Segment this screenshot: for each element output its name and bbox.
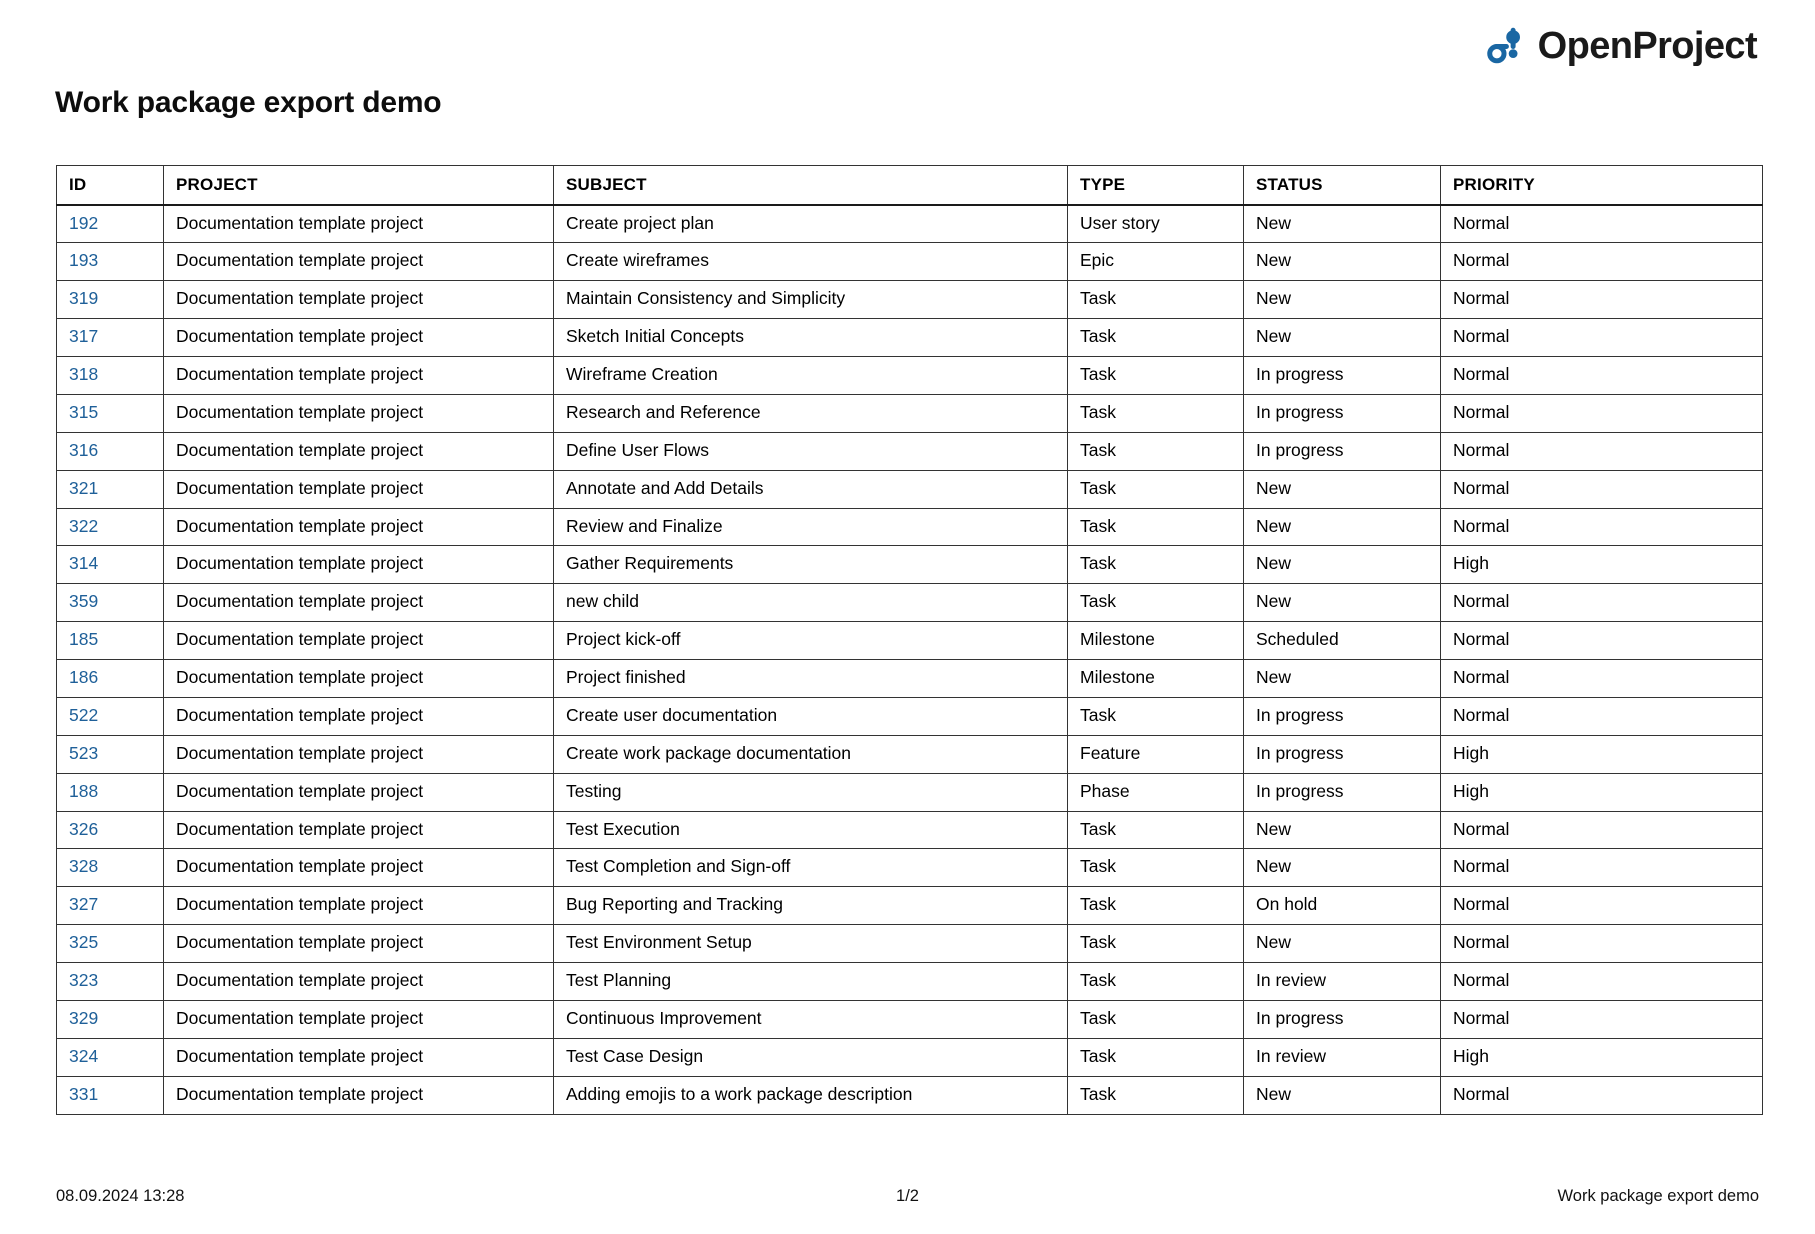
table-row (57, 887, 1763, 925)
table-row (57, 281, 1763, 319)
cell-priority: High (1441, 1038, 1763, 1076)
table-row (57, 735, 1763, 773)
cell-status: In review (1244, 1038, 1441, 1076)
cell-subject: Gather Requirements (554, 546, 1068, 584)
cell-project: Documentation template project (164, 319, 554, 357)
cell-priority: Normal (1441, 1076, 1763, 1114)
cell-priority: Normal (1441, 243, 1763, 281)
cell-type: Task (1068, 963, 1244, 1001)
work-package-id-link[interactable]: 323 (57, 963, 164, 1001)
cell-status: New (1244, 243, 1441, 281)
table-row (57, 243, 1763, 281)
work-package-id-link[interactable]: 185 (57, 622, 164, 660)
cell-subject: Test Planning (554, 963, 1068, 1001)
cell-status: New (1244, 925, 1441, 963)
openproject-mark-icon (1484, 25, 1526, 67)
table-body (57, 205, 1763, 1115)
cell-priority: Normal (1441, 470, 1763, 508)
table-row (57, 622, 1763, 660)
cell-subject: Test Environment Setup (554, 925, 1068, 963)
cell-project: Documentation template project (164, 508, 554, 546)
work-package-id-link[interactable]: 319 (57, 281, 164, 319)
cell-type: Task (1068, 546, 1244, 584)
cell-project: Documentation template project (164, 1000, 554, 1038)
cell-project: Documentation template project (164, 1076, 554, 1114)
table-row (57, 1000, 1763, 1038)
cell-priority: Normal (1441, 281, 1763, 319)
cell-status: In review (1244, 963, 1441, 1001)
cell-status: New (1244, 1076, 1441, 1114)
cell-project: Documentation template project (164, 697, 554, 735)
cell-type: Task (1068, 811, 1244, 849)
table-row (57, 319, 1763, 357)
cell-subject: Create work package documentation (554, 735, 1068, 773)
cell-priority: High (1441, 773, 1763, 811)
work-package-id-link[interactable]: 193 (57, 243, 164, 281)
cell-type: Task (1068, 508, 1244, 546)
cell-status: In progress (1244, 357, 1441, 395)
cell-project: Documentation template project (164, 925, 554, 963)
cell-subject: Annotate and Add Details (554, 470, 1068, 508)
cell-type: Feature (1068, 735, 1244, 773)
table-row (57, 205, 1763, 243)
cell-type: Task (1068, 925, 1244, 963)
cell-status: New (1244, 281, 1441, 319)
cell-status: New (1244, 584, 1441, 622)
cell-type: Task (1068, 849, 1244, 887)
cell-status: New (1244, 660, 1441, 698)
cell-priority: Normal (1441, 963, 1763, 1001)
cell-type: Task (1068, 394, 1244, 432)
cell-project: Documentation template project (164, 243, 554, 281)
table-row (57, 394, 1763, 432)
work-package-id-link[interactable]: 328 (57, 849, 164, 887)
work-package-id-link[interactable]: 186 (57, 660, 164, 698)
cell-subject: Define User Flows (554, 432, 1068, 470)
cell-priority: Normal (1441, 660, 1763, 698)
cell-status: In progress (1244, 394, 1441, 432)
cell-project: Documentation template project (164, 963, 554, 1001)
cell-priority: Normal (1441, 622, 1763, 660)
cell-priority: Normal (1441, 925, 1763, 963)
work-package-id-link[interactable]: 321 (57, 470, 164, 508)
work-package-id-link[interactable]: 331 (57, 1076, 164, 1114)
work-package-id-link[interactable]: 522 (57, 697, 164, 735)
cell-type: Task (1068, 319, 1244, 357)
cell-status: New (1244, 546, 1441, 584)
table-row (57, 1076, 1763, 1114)
work-package-id-link[interactable]: 359 (57, 584, 164, 622)
cell-type: Task (1068, 697, 1244, 735)
table-row (57, 660, 1763, 698)
table-header-row (57, 166, 1763, 205)
cell-project: Documentation template project (164, 773, 554, 811)
cell-priority: Normal (1441, 887, 1763, 925)
cell-type: Task (1068, 1076, 1244, 1114)
cell-subject: Adding emojis to a work package description (554, 1076, 1068, 1114)
column-header-status: STATUS (1244, 166, 1441, 205)
cell-subject: Create user documentation (554, 697, 1068, 735)
cell-status: New (1244, 811, 1441, 849)
cell-status: In progress (1244, 697, 1441, 735)
cell-subject: Test Execution (554, 811, 1068, 849)
table-row (57, 925, 1763, 963)
cell-status: In progress (1244, 1000, 1441, 1038)
cell-project: Documentation template project (164, 394, 554, 432)
cell-status: In progress (1244, 735, 1441, 773)
cell-priority: Normal (1441, 849, 1763, 887)
cell-subject: Bug Reporting and Tracking (554, 887, 1068, 925)
cell-project: Documentation template project (164, 357, 554, 395)
cell-subject: Project finished (554, 660, 1068, 698)
table-row (57, 773, 1763, 811)
cell-project: Documentation template project (164, 470, 554, 508)
cell-project: Documentation template project (164, 1038, 554, 1076)
cell-priority: Normal (1441, 508, 1763, 546)
cell-type: Task (1068, 584, 1244, 622)
cell-priority: Normal (1441, 584, 1763, 622)
cell-project: Documentation template project (164, 622, 554, 660)
cell-project: Documentation template project (164, 887, 554, 925)
page-header (0, 0, 1815, 92)
cell-type: Task (1068, 1038, 1244, 1076)
work-package-id-link[interactable]: 327 (57, 887, 164, 925)
cell-type: Epic (1068, 243, 1244, 281)
cell-subject: Create project plan (554, 205, 1068, 243)
cell-project: Documentation template project (164, 660, 554, 698)
cell-type: Task (1068, 432, 1244, 470)
cell-status: In progress (1244, 432, 1441, 470)
work-package-id-link[interactable]: 316 (57, 432, 164, 470)
table-row (57, 508, 1763, 546)
table-row (57, 963, 1763, 1001)
cell-project: Documentation template project (164, 281, 554, 319)
page-title: Work package export demo (55, 86, 442, 119)
cell-status: New (1244, 205, 1441, 243)
cell-status: On hold (1244, 887, 1441, 925)
table-row (57, 470, 1763, 508)
column-header-project: PROJECT (164, 166, 554, 205)
cell-status: In progress (1244, 773, 1441, 811)
cell-subject: Continuous Improvement (554, 1000, 1068, 1038)
work-package-id-link[interactable]: 318 (57, 357, 164, 395)
cell-priority: Normal (1441, 811, 1763, 849)
cell-type: Phase (1068, 773, 1244, 811)
cell-subject: Project kick-off (554, 622, 1068, 660)
page-footer (56, 1158, 1759, 1234)
cell-type: User story (1068, 205, 1244, 243)
cell-priority: Normal (1441, 697, 1763, 735)
cell-project: Documentation template project (164, 849, 554, 887)
work-package-id-link[interactable]: 192 (57, 205, 164, 243)
cell-project: Documentation template project (164, 584, 554, 622)
cell-status: Scheduled (1244, 622, 1441, 660)
cell-status: New (1244, 849, 1441, 887)
cell-type: Milestone (1068, 660, 1244, 698)
cell-subject: Testing (554, 773, 1068, 811)
work-package-id-link[interactable]: 317 (57, 319, 164, 357)
cell-status: New (1244, 319, 1441, 357)
table-row (57, 432, 1763, 470)
work-package-id-link[interactable]: 188 (57, 773, 164, 811)
cell-priority: Normal (1441, 432, 1763, 470)
table-row (57, 849, 1763, 887)
table-row (57, 546, 1763, 584)
cell-type: Task (1068, 1000, 1244, 1038)
work-package-id-link[interactable]: 324 (57, 1038, 164, 1076)
cell-status: New (1244, 508, 1441, 546)
cell-project: Documentation template project (164, 205, 554, 243)
cell-type: Task (1068, 470, 1244, 508)
cell-type: Milestone (1068, 622, 1244, 660)
column-header-type: TYPE (1068, 166, 1244, 205)
cell-priority: Normal (1441, 394, 1763, 432)
table-row (57, 584, 1763, 622)
work-package-id-link[interactable]: 322 (57, 508, 164, 546)
brand-wordmark: OpenProject (1537, 25, 1757, 67)
work-package-id-link[interactable]: 329 (57, 1000, 164, 1038)
column-header-subject: SUBJECT (554, 166, 1068, 205)
cell-subject: Research and Reference (554, 394, 1068, 432)
footer-page-number: 1/2 (896, 1186, 919, 1205)
cell-subject: Test Completion and Sign-off (554, 849, 1068, 887)
table-row (57, 697, 1763, 735)
cell-subject: Wireframe Creation (554, 357, 1068, 395)
footer-timestamp: 08.09.2024 13:28 (56, 1186, 185, 1205)
table-row (57, 811, 1763, 849)
work-package-id-link[interactable]: 523 (57, 735, 164, 773)
openproject-logo (1484, 25, 1757, 67)
footer-document-name: Work package export demo (1557, 1186, 1759, 1205)
cell-priority: Normal (1441, 319, 1763, 357)
cell-priority: Normal (1441, 357, 1763, 395)
cell-subject: Test Case Design (554, 1038, 1068, 1076)
work-package-id-link[interactable]: 315 (57, 394, 164, 432)
work-packages-table (56, 165, 1763, 1115)
table-row (57, 357, 1763, 395)
cell-project: Documentation template project (164, 811, 554, 849)
work-packages-table-container (56, 165, 1762, 1115)
column-header-priority: PRIORITY (1441, 166, 1763, 205)
work-package-id-link[interactable]: 325 (57, 925, 164, 963)
cell-type: Task (1068, 357, 1244, 395)
cell-subject: Create wireframes (554, 243, 1068, 281)
table-header (57, 166, 1763, 205)
cell-type: Task (1068, 887, 1244, 925)
cell-subject: Review and Finalize (554, 508, 1068, 546)
cell-project: Documentation template project (164, 432, 554, 470)
cell-priority: Normal (1441, 205, 1763, 243)
cell-subject: new child (554, 584, 1068, 622)
cell-project: Documentation template project (164, 546, 554, 584)
work-package-id-link[interactable]: 314 (57, 546, 164, 584)
cell-priority: High (1441, 546, 1763, 584)
work-package-id-link[interactable]: 326 (57, 811, 164, 849)
cell-type: Task (1068, 281, 1244, 319)
column-header-id: ID (57, 166, 164, 205)
table-row (57, 1038, 1763, 1076)
cell-status: New (1244, 470, 1441, 508)
cell-subject: Maintain Consistency and Simplicity (554, 281, 1068, 319)
cell-project: Documentation template project (164, 735, 554, 773)
cell-priority: Normal (1441, 1000, 1763, 1038)
cell-priority: High (1441, 735, 1763, 773)
cell-subject: Sketch Initial Concepts (554, 319, 1068, 357)
